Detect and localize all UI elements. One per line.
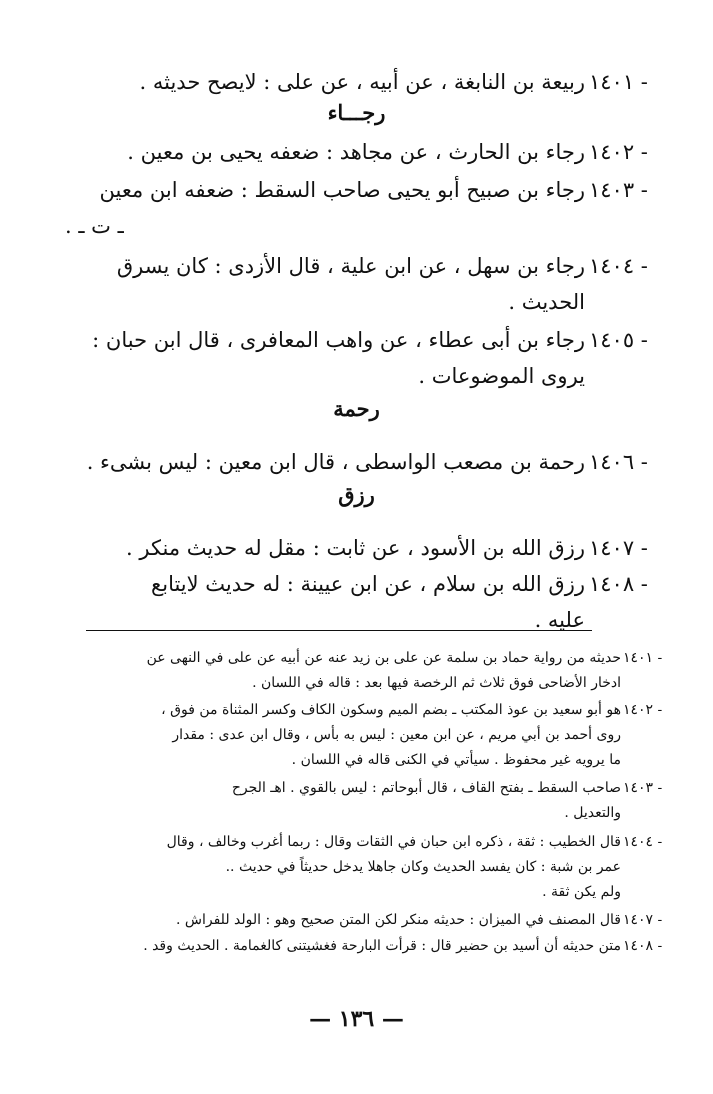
section-heading-rajaa: رجـــاء: [327, 100, 386, 125]
entry-text: رجاء بن أبى عطاء ، عن واهب المعافرى ، قال ابن حبان :: [92, 328, 585, 352]
footnote-1403: [81, 776, 663, 826]
entry-continuation: عليه .: [534, 608, 585, 632]
entry-number: ١٤٠٧ -: [589, 536, 648, 560]
footnote-line: والتعديل .: [564, 805, 621, 821]
entry-text: رجاء بن صبيح أبو يحيى صاحب السقط : ضعفه ابن معين: [99, 178, 585, 202]
entry-continuation: الحديث .: [508, 290, 585, 314]
footnote-1404: [81, 830, 663, 905]
footnote-line: ما يرويه غير محفوظ . سيأتي في الكنى قاله في اللسان .: [291, 752, 621, 768]
footnote-number: ١٤٠٣ -: [623, 780, 663, 796]
entry-1407: [65, 530, 648, 566]
footnote-number: ١٤٠٨ -: [623, 938, 663, 954]
footnote-number: ١٤٠٢ -: [623, 702, 663, 718]
footnote-1401: [81, 646, 663, 696]
entry-1403: [65, 172, 648, 238]
footnote-line: قال المصنف في الميزان : حديثه منكر لكن المتن صحيح وهو : الولد للفراش .: [176, 912, 621, 928]
entry-text: رحمة بن مصعب الواسطى ، قال ابن معين : ليس بشىء .: [86, 450, 585, 474]
entry-number: ١٤٠٤ -: [589, 254, 648, 278]
entry-number: ١٤٠٦ -: [589, 450, 648, 474]
entry-1408: [65, 566, 648, 632]
entry-number: ١٤٠٨ -: [589, 572, 648, 596]
footnote-1408: [81, 934, 663, 959]
footnote-divider: [86, 630, 592, 631]
entry-continuation: ـ ت ـ .: [65, 214, 124, 238]
entry-text: رجاء بن سهل ، عن ابن علية ، قال الأزدى : كان يسرق: [116, 254, 585, 278]
footnote-line: صاحب السقط ـ بفتح القاف ، قال أبوحاتم : ليس بالقوي . اهـ الجرح: [231, 780, 621, 796]
footnote-number: ١٤٠٧ -: [623, 912, 663, 928]
entry-number: ١٤٠٢ -: [589, 140, 648, 164]
entry-1406: [65, 444, 648, 480]
page-number: — ١٣٦ —: [309, 1006, 404, 1032]
entry-continuation: يروى الموضوعات .: [418, 364, 585, 388]
entry-number: ١٤٠١ -: [589, 70, 648, 94]
footnote-line: روى أحمد بن أبي مريم ، عن ابن معين : ليس به بأس ، وقال ابن عدى : مقدار: [172, 727, 621, 743]
footnote-1407: [81, 908, 663, 933]
footnote-line: ولم يكن ثقة .: [542, 884, 621, 900]
entry-text: رزق الله بن الأسود ، عن ثابت : مقل له حديث منكر .: [126, 536, 585, 560]
entry-1404: [65, 248, 648, 314]
entry-text: رزق الله بن سلام ، عن ابن عيينة : له حديث لايتابع: [151, 572, 585, 596]
footnote-line: متن حديثه أن أسيد بن حضير قال : قرأت البارحة فغشيتنى كالغمامة . الحديث وقد .: [143, 938, 621, 954]
entry-1402: [65, 134, 648, 170]
entry-text: رجاء بن الحارث ، عن مجاهد : ضعفه يحيى بن معين .: [127, 140, 585, 164]
footnote-line: قال الخطيب : ثقة ، ذكره ابن حبان في الثقات وقال : ربما أغرب وخالف ، وقال: [166, 834, 621, 850]
section-heading-rizq: رزق: [338, 482, 375, 507]
entry-1405: [65, 322, 648, 388]
footnote-number: ١٤٠١ -: [623, 650, 663, 666]
footnote-1402: [81, 698, 663, 773]
entry-number: ١٤٠٥ -: [589, 328, 648, 352]
footnote-line: حديثه من رواية حماد بن سلمة عن على بن زيد عنه عن أبيه عن على في النهى عن: [146, 650, 621, 666]
footnote-line: هو أبو سعيد بن عوذ المكتب ـ بضم الميم وسكون الكاف وكسر المثناة من فوق ،: [161, 702, 621, 718]
entry-text: ربيعة بن النابغة ، عن أبيه ، عن على : لايصح حديثه .: [139, 70, 585, 94]
footnote-number: ١٤٠٤ -: [623, 834, 663, 850]
section-heading-rahma: رحمة: [333, 396, 380, 421]
entry-number: ١٤٠٣ -: [589, 178, 648, 202]
footnote-line: عمر بن شبة : كان يفسد الحديث وكان جاهلا يدخل حديثاً في حديث ..: [225, 859, 621, 875]
entry-1401: [65, 64, 648, 100]
footnote-line: ادخار الأضاحى فوق ثلاث ثم الرخصة فيها بعد : قاله في اللسان .: [252, 675, 621, 691]
